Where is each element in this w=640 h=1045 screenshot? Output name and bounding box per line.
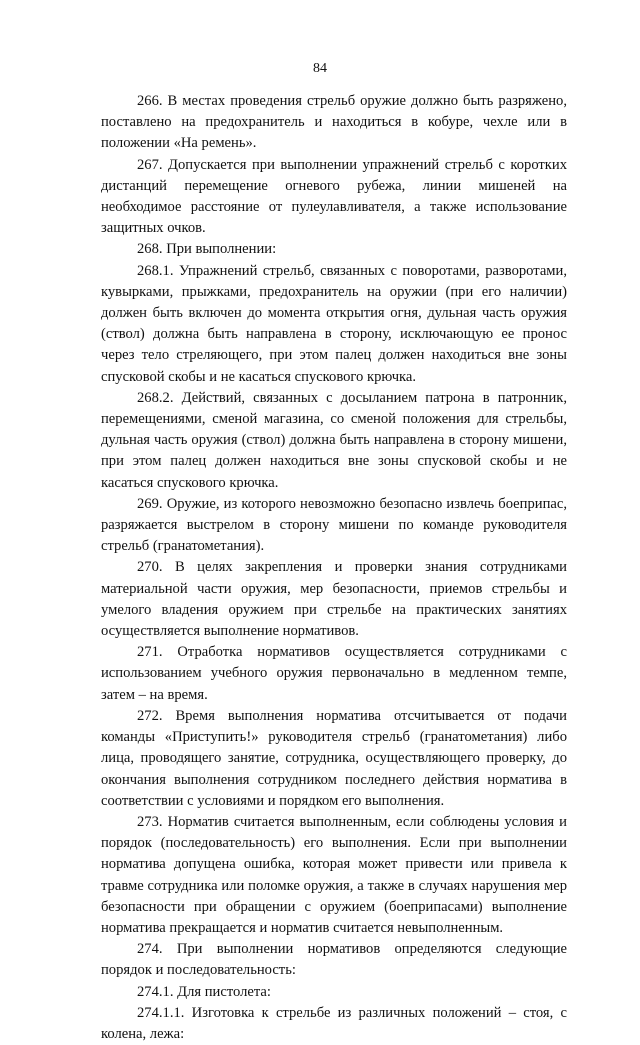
paragraph-268-2: 268.2. Действий, связанных с досыланием патрона в патронник, перемещениями, сменой магазина, со сменой положения для стрельбы, дульная часть оружия (ствол) должна быть направлена в сторону мишени, при этом палец должен находиться вне зоны спусковой скобы и не касаться спускового крючка.: [101, 389, 567, 491]
paragraph-268: 268. При выполнении:: [137, 241, 277, 258]
document-body: [101, 91, 567, 1045]
page-number: 84: [313, 61, 327, 76]
paragraph-274-1-1: 274.1.1. Изготовка к стрельбе из различных положений – стоя, с колена, лежа:: [101, 1004, 567, 1042]
paragraph-266: 266. В местах проведения стрельб оружие должно быть разряжено, поставлено на предохранитель и находиться в кобуре, чехле или в положении «На ремень».: [101, 93, 567, 152]
paragraph-268-1: 268.1. Упражнений стрельб, связанных с поворотами, разворотами, кувырками, прыжками, предохранитель на оружии (при его наличии) должен быть включен до момента открытия огня, дульная часть оружия (ствол) должна быть направлена в сторону, исключающую ее пронос через тело стреляющего, при этом палец должен находиться вне зоны спусковой скобы и не касаться спускового крючка.: [101, 262, 567, 385]
paragraph-271: 271. Отработка нормативов осуществляется сотрудниками с использованием учебного оружия первоначально в медленном темпе, затем – на время.: [101, 644, 567, 703]
paragraph-274-1: 274.1. Для пистолета:: [137, 983, 271, 1000]
paragraph-270: 270. В целях закрепления и проверки знания сотрудниками материальной части оружия, мер безопасности, приемов стрельбы и умелого владения оружием при стрельбе на практических занятиях осуществляется выполнение нормативов.: [101, 559, 567, 640]
paragraph-269: 269. Оружие, из которого невозможно безопасно извлечь боеприпас, разряжается выстрелом в сторону мишени по команде руководителя стрельб (гранатометания).: [101, 495, 567, 555]
paragraph-274: 274. При выполнении нормативов определяются следующие порядок и последовательность:: [101, 941, 567, 979]
paragraph-267: 267. Допускается при выполнении упражнений стрельб с коротких дистанций перемещение огневого рубежа, линии мишеней на необходимое расстояние от пулеулавливателя, а также использование защитных очков.: [101, 156, 567, 237]
paragraph-272: 272. Время выполнения норматива отсчитывается от подачи команды «Приступить!» руководителя стрельб (гранатометания) либо лица, проводящего занятие, сотрудника, осуществляющего проверку, до окончания выполнения сотрудником последнего действия норматива в соответствии с условиями и порядком его выполнения.: [101, 707, 567, 809]
paragraph-273: 273. Норматив считается выполненным, если соблюдены условия и порядок (последовательность) его выполнения. Если при выполнении норматива допущена ошибка, которая может привести или привела к травме сотрудника или поломке оружия, а также в случаях нарушения мер безопасности при обращении с оружием (боеприпасами) выполнение норматива прекращается и норматив считается невыполненным.: [101, 813, 567, 936]
